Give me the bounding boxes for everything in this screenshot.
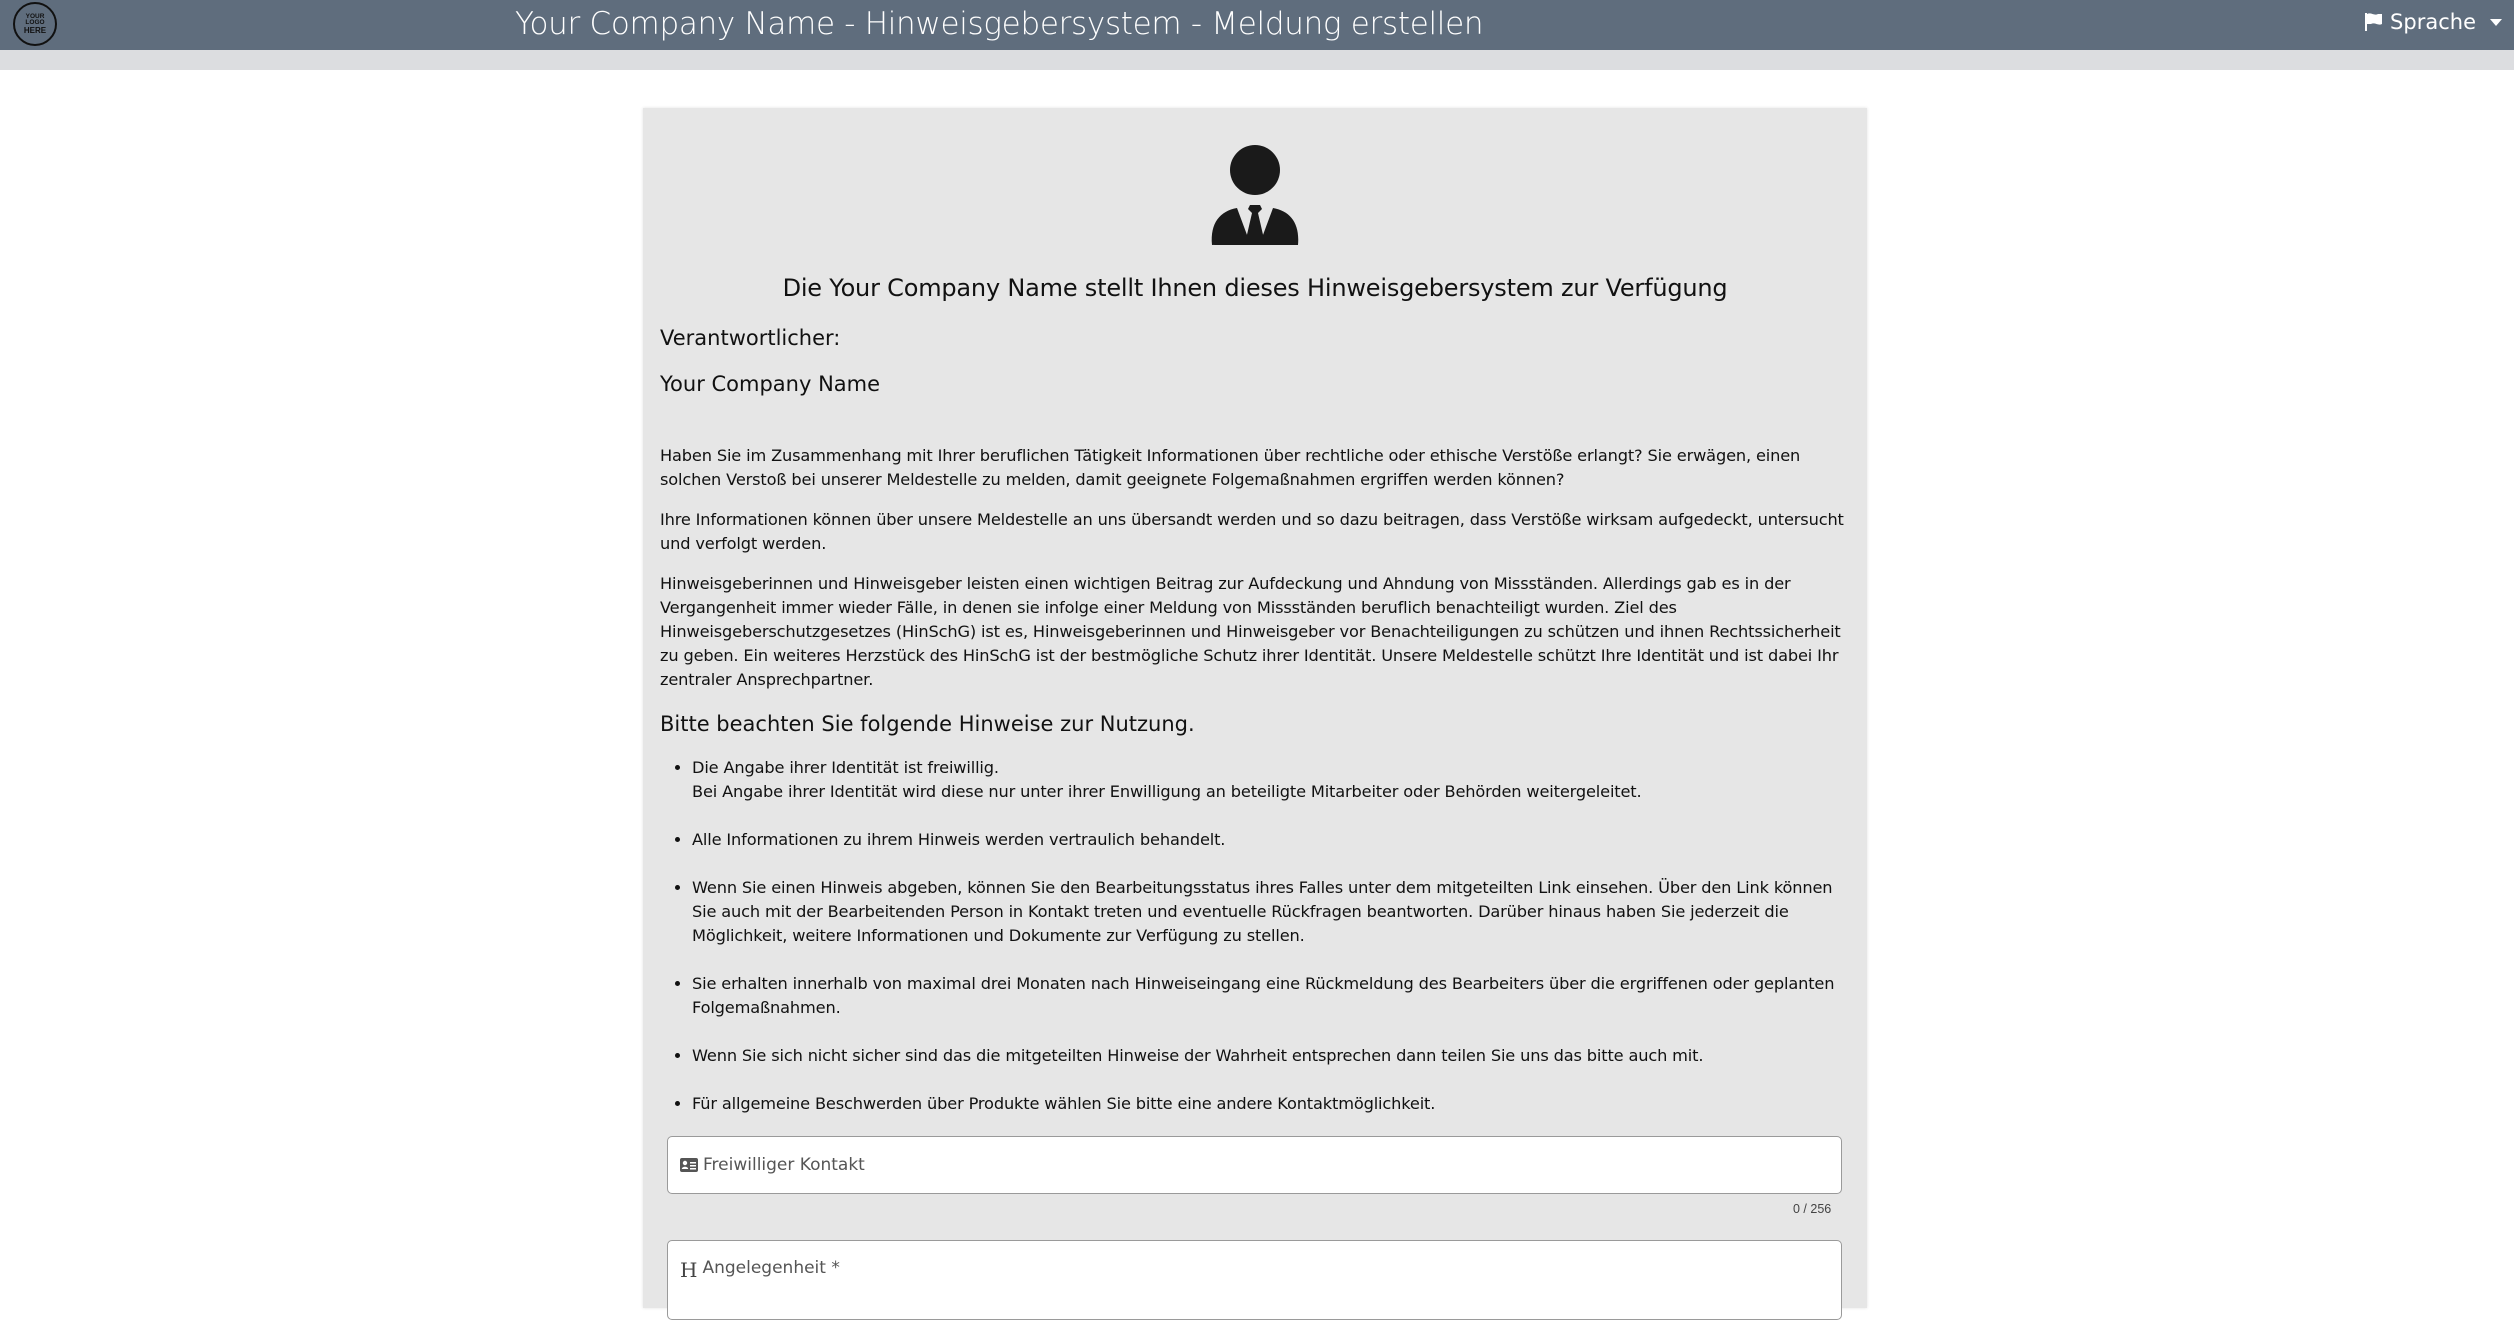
intro-paragraph: Hinweisgeberinnen und Hinweisgeber leisten einen wichtigen Beitrag zur Aufdeckung und Ahndung von Missständen. Allerdings gab es in der Vergangenheit immer wieder Fälle, in denen sie infolge einer Meldung von Missständen beruflich benachteiligt wurden. Ziel des Hinweisgeberschutzgesetzes (HinSchG) ist es, Hinweisgeberinnen und Hinweisgeber vor Benachteiligungen zu schützen und ihnen Rechtssicherheit zu geben. Ein weiteres Herzstück des HinSchG ist der bestmögliche Schutz ihrer Identität. Unsere Meldestelle schützt Ihre Identität und ist dabei Ihr zentraler Ansprechpartner. bbox=[660, 574, 1841, 689]
sub-header-strip bbox=[0, 50, 2514, 70]
logo-text-line-3: HERE bbox=[23, 25, 47, 35]
subject-input[interactable] bbox=[667, 1240, 1842, 1320]
report-panel bbox=[643, 108, 1867, 1308]
logo-text-line-2: LOGO bbox=[25, 19, 45, 26]
usage-notes-list bbox=[692, 756, 1852, 1140]
heading-icon: H bbox=[680, 1258, 698, 1282]
list-item bbox=[692, 1044, 1852, 1068]
list-item-text: Wenn Sie einen Hinweis abgeben, können Sie den Bearbeitungsstatus ihres Falles unter dem mitgeteilten Link einsehen. Über den Link können Sie auch mit der Bearbeitenden Person in Kontakt treten und eventuelle Rückfragen beantworten. Darüber hinaus haben Sie jederzeit die Möglichkeit, weitere Informationen und Dokumente zur Verfügung zu stellen. bbox=[692, 878, 1833, 945]
list-item-subtext: Bei Angabe ihrer Identität wird diese nur unter ihrer Enwilligung an beteiligte Mitarbeiter oder Behörden weitergeleitet. bbox=[692, 782, 1642, 801]
id-card-icon bbox=[680, 1158, 698, 1172]
responsible-name: Your Company Name bbox=[660, 372, 881, 396]
subject-label: Angelegenheit * bbox=[702, 1258, 840, 1278]
intro-paragraph: Haben Sie im Zusammenhang mit Ihrer beruflichen Tätigkeit Informationen über rechtliche oder ethische Verstöße erlangt? Sie erwägen, einen solchen Verstoß bei unserer Meldestelle zu melden, damit geeignete Folgemaßnahmen ergriffen werden können? bbox=[660, 446, 1801, 489]
list-item-text: Alle Informationen zu ihrem Hinweis werden vertraulich behandelt. bbox=[692, 830, 1226, 849]
company-logo[interactable] bbox=[13, 2, 57, 46]
list-item-text: Die Angabe ihrer Identität ist freiwillig. bbox=[692, 758, 999, 777]
intro-paragraphs bbox=[660, 444, 1850, 708]
list-item-text: Sie erhalten innerhalb von maximal drei Monaten nach Hinweiseingang eine Rückmeldung des Bearbeiters über die ergriffenen oder geplanten Folgemaßnahmen. bbox=[692, 974, 1835, 1017]
chevron-down-icon bbox=[2490, 19, 2502, 26]
language-dropdown[interactable] bbox=[2364, 0, 2502, 44]
user-tie-icon bbox=[1210, 145, 1300, 251]
list-item bbox=[692, 756, 1852, 804]
list-item bbox=[692, 1092, 1852, 1116]
top-navigation-bar bbox=[0, 0, 2514, 50]
list-item bbox=[692, 876, 1852, 948]
logo-text-line-1: YOUR bbox=[25, 12, 45, 20]
voluntary-contact-label: Freiwilliger Kontakt bbox=[703, 1155, 865, 1175]
flag-icon bbox=[2364, 12, 2384, 32]
usage-notes-heading: Bitte beachten Sie folgende Hinweise zur Nutzung. bbox=[660, 712, 1195, 736]
language-dropdown-label: Sprache bbox=[2390, 10, 2476, 34]
character-counter: 0 / 256 bbox=[1793, 1202, 1832, 1216]
list-item bbox=[692, 828, 1852, 852]
intro-heading: Die Your Company Name stellt Ihnen dieses Hinweisgebersystem zur Verfügung bbox=[782, 274, 1728, 302]
responsible-label: Verantwortlicher: bbox=[660, 326, 841, 350]
list-item-text: Für allgemeine Beschwerden über Produkte wählen Sie bitte eine andere Kontaktmöglichkeit. bbox=[692, 1094, 1436, 1113]
list-item-text: Wenn Sie sich nicht sicher sind das die mitgeteilten Hinweise der Wahrheit entsprechen dann teilen Sie uns das bitte auch mit. bbox=[692, 1046, 1704, 1065]
voluntary-contact-input[interactable] bbox=[667, 1136, 1842, 1194]
list-item bbox=[692, 972, 1852, 1020]
intro-paragraph: Ihre Informationen können über unsere Meldestelle an uns übersandt werden und so dazu beitragen, dass Verstöße wirksam aufgedeckt, untersucht und verfolgt werden. bbox=[660, 510, 1844, 553]
page-title: Your Company Name - Hinweisgebersystem - Meldung erstellen bbox=[515, 6, 1484, 42]
